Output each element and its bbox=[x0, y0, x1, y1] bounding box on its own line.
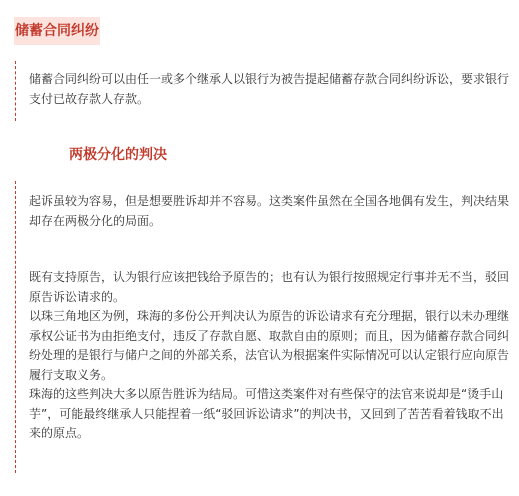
paragraph-line: 既有支持原告，认为银行应该把钱给予原告的；也有认为银行按照规定行事并无不当，驳回原告诉讼请求的。 bbox=[29, 270, 510, 304]
section-tag: 储蓄合同纠纷 bbox=[14, 17, 100, 45]
subheading: 两极分化的判决 bbox=[69, 147, 167, 163]
paragraph-lawsuit: 起诉虽较为容易，但是想要胜诉却并不容易。这类案件虽然在全国各地偶有发生，判决结果却存在两极分化的局面。 bbox=[29, 194, 510, 228]
paragraph-line: 珠海的这些判决大多以原告胜诉为结局。可惜这类案件对有些保守的法官来说却是“烫手山芋”，可能最终继承人只能捏着一纸“驳回诉讼请求”的判决书，又回到了苦苦看着钱取不出来的原点。 bbox=[29, 387, 504, 440]
paragraph-intro: 储蓄合同纠纷可以由任一或多个继承人以银行为被告提起储蓄存款合同纠纷诉讼，要求银行支付已故存款人存款。 bbox=[29, 72, 510, 106]
paragraph-judgments bbox=[29, 268, 509, 444]
paragraph-line: 以珠三角地区为例，珠海的多份公开判决认为原告的诉讼请求有充分理据，银行以未办理继承权公证书为由拒绝支付，违反了存款自愿、取款自由的原则；而且，因为储蓄存款合同纠纷处理的是银行与储户之间的外部关系，法官认为根据案件实际情况可以认定银行应向原告履行支取义务。 bbox=[29, 309, 510, 382]
quote-border bbox=[15, 181, 16, 473]
quote-border bbox=[15, 61, 16, 121]
